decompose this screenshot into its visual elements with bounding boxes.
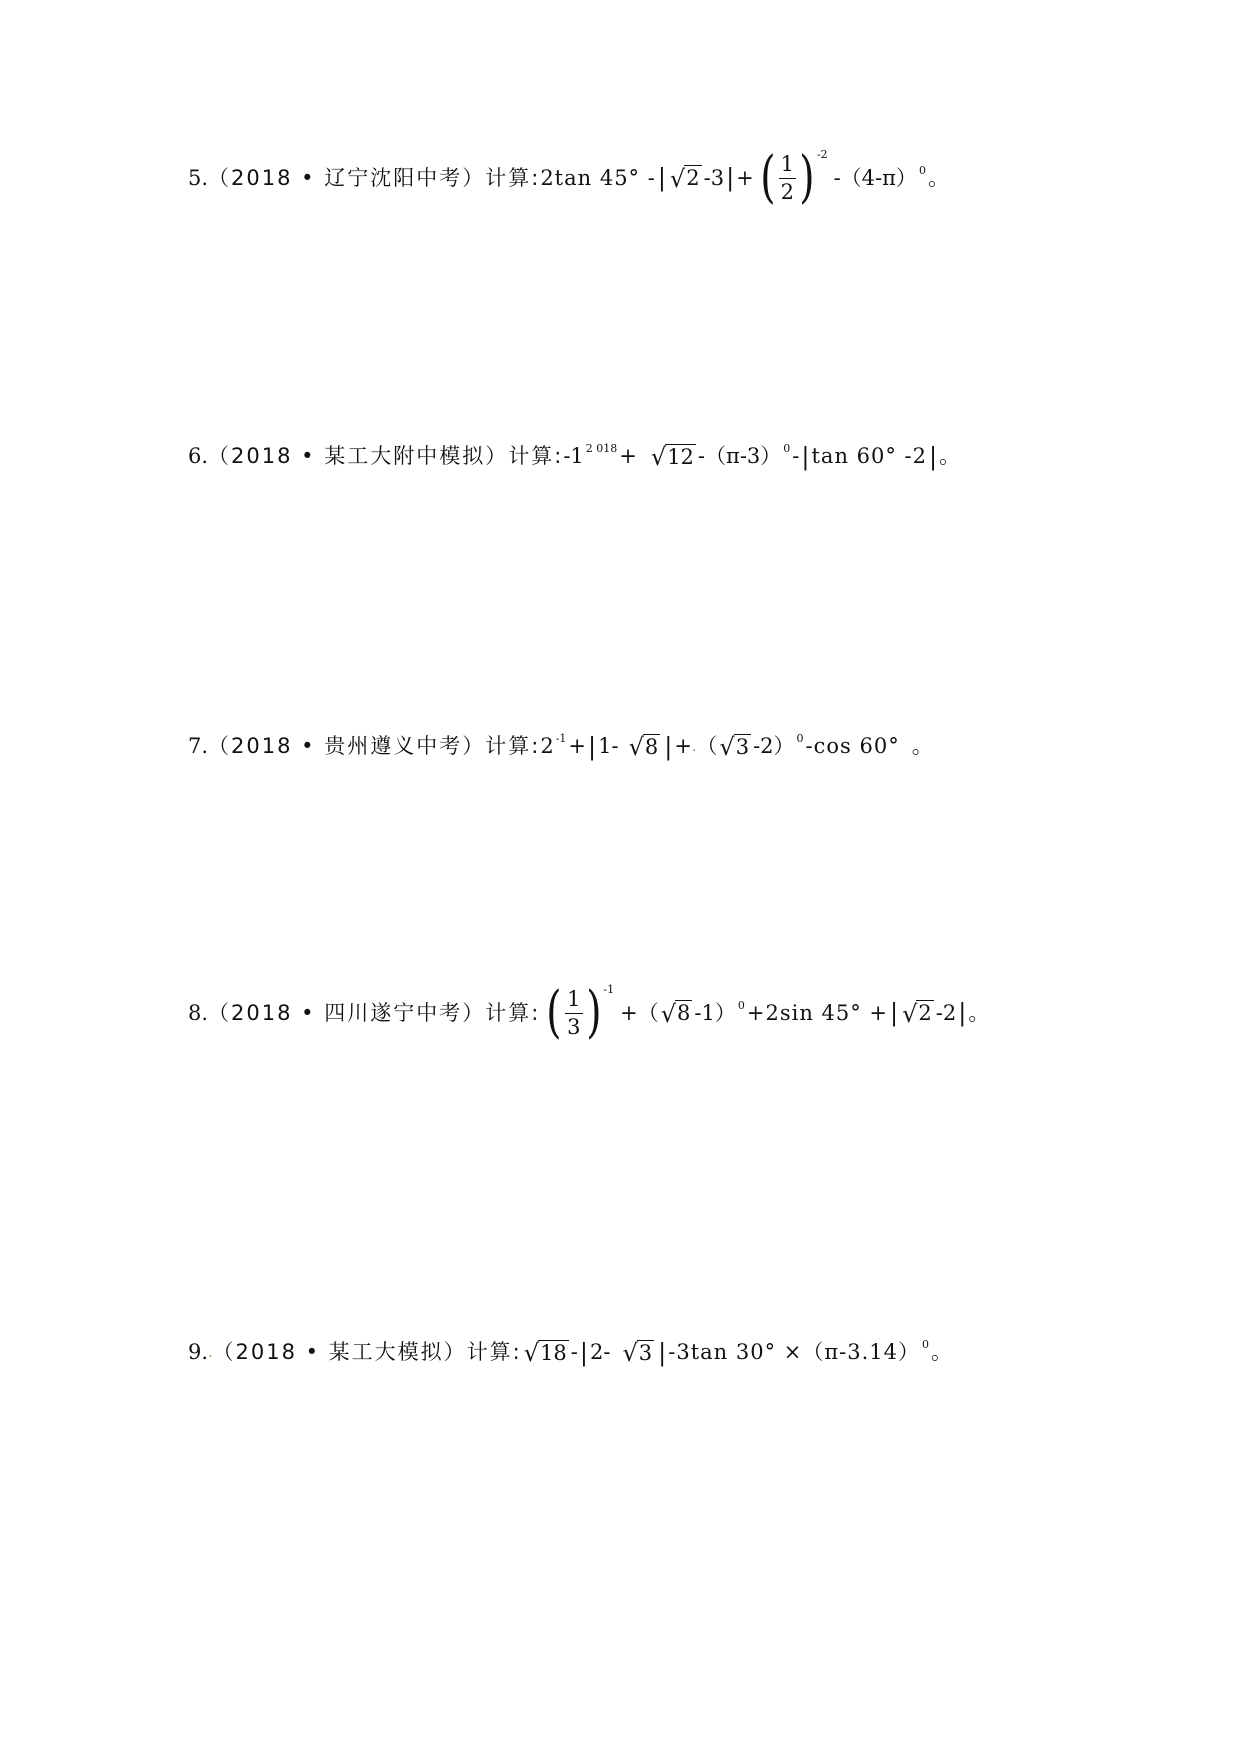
- problem-5: [188, 145, 949, 210]
- expr-text: 2: [540, 734, 554, 759]
- abs-bar: |: [658, 1338, 667, 1367]
- parenthesized-fraction: ( $\frac{1}{2}$ ): [760, 145, 815, 210]
- square-root: √ 8: [660, 999, 691, 1028]
- problem-prompt: 计算:: [485, 734, 541, 759]
- problem-source: （2018 • 某工大模拟）: [212, 1340, 467, 1365]
- expr-text: +: [736, 165, 754, 190]
- problem-prompt: 计算:: [485, 1000, 541, 1025]
- square-root: √ 3: [622, 1339, 653, 1368]
- exponent: 0: [737, 998, 745, 1012]
- problem-prompt: 计算:: [485, 165, 541, 190]
- expr-text: +（: [620, 1000, 659, 1025]
- abs-bar: |: [579, 1338, 588, 1367]
- abs-bar: |: [588, 732, 597, 761]
- problem-7: [188, 732, 933, 762]
- expr-text: tan 60° -2: [811, 444, 927, 469]
- problem-source: （2018 • 某工大附中模拟）: [208, 444, 509, 469]
- dot-mark: .: [208, 1344, 213, 1361]
- problem-8: [188, 980, 990, 1045]
- expr-end: 。: [939, 444, 961, 469]
- expr-text: -1: [563, 444, 584, 469]
- expr-text: 1-: [598, 734, 619, 759]
- square-root: √ 8: [628, 733, 659, 762]
- parenthesized-fraction: ( $\frac{1}{3}$ ): [546, 980, 602, 1045]
- exponent: 0: [783, 442, 791, 456]
- problem-prompt: 计算:: [466, 1340, 522, 1365]
- exponent: -1: [603, 982, 615, 996]
- expr-text: +2sin 45° +: [746, 1000, 889, 1025]
- expr-text: -1）: [694, 1000, 736, 1025]
- problem-9: [188, 1338, 952, 1368]
- fraction-numerator: 1: [779, 154, 796, 179]
- expr-text: +: [619, 444, 637, 469]
- expr-text: -2）: [753, 734, 795, 759]
- problem-number: 6.: [188, 444, 209, 469]
- expr-text: -2: [935, 1000, 957, 1025]
- expr-end: 。: [931, 1340, 952, 1365]
- fraction-denominator: 2: [780, 179, 794, 204]
- square-root: √ 18: [523, 1339, 567, 1368]
- problem-source: （2018 • 四川遂宁中考）: [208, 1000, 486, 1025]
- abs-bar: |: [664, 732, 673, 761]
- abs-bar: |: [958, 999, 967, 1027]
- problem-prompt: 计算:: [508, 444, 564, 469]
- problem-6: [188, 442, 961, 472]
- dot-mark: .: [691, 738, 697, 755]
- expr-end: 。: [968, 1000, 990, 1025]
- expr-text: -3: [703, 165, 725, 190]
- exponent: 2 018: [585, 442, 618, 456]
- expr-text: 2-: [590, 1340, 611, 1365]
- problem-source: （2018 • 辽宁沈阳中考）: [208, 165, 486, 190]
- square-root: √ 12: [650, 443, 694, 472]
- expr-text: -3tan 30° ×（π-3.14）: [668, 1340, 920, 1365]
- exponent: -2: [816, 147, 828, 161]
- expr-text: -: [570, 1340, 578, 1365]
- fraction-numerator: 1: [565, 989, 582, 1014]
- abs-bar: |: [929, 442, 938, 471]
- expr-end: 。: [911, 734, 933, 759]
- expr-text: （: [696, 734, 718, 759]
- expr-text: 2tan 45° -: [540, 165, 656, 190]
- abs-bar: |: [726, 164, 735, 192]
- abs-bar: |: [890, 999, 899, 1027]
- expr-text: +: [674, 734, 692, 759]
- problem-number: 7.: [188, 734, 209, 759]
- exponent: 0: [796, 732, 804, 746]
- problem-number: 8.: [188, 1000, 209, 1025]
- expr-text: -cos 60°: [805, 734, 900, 759]
- expr-text: -: [792, 444, 800, 469]
- problem-number: 9.: [188, 1340, 209, 1365]
- problem-number: 5.: [188, 165, 209, 190]
- expr-text: +: [568, 734, 587, 759]
- exponent: -1: [555, 732, 567, 746]
- fraction-denominator: 3: [567, 1014, 581, 1039]
- abs-bar: |: [657, 164, 666, 192]
- expr-end: 。: [927, 165, 949, 190]
- expr-text: -（π-3）: [697, 444, 782, 469]
- exponent: 0: [918, 163, 926, 177]
- abs-bar: |: [801, 442, 810, 471]
- square-root: √ 3: [719, 733, 750, 762]
- square-root: √ 2: [669, 164, 700, 193]
- expr-text: -（4-π）: [833, 165, 917, 190]
- square-root: √ 2: [902, 999, 932, 1028]
- problem-source: （2018 • 贵州遵义中考）: [208, 734, 486, 759]
- exponent: 0: [922, 1338, 929, 1352]
